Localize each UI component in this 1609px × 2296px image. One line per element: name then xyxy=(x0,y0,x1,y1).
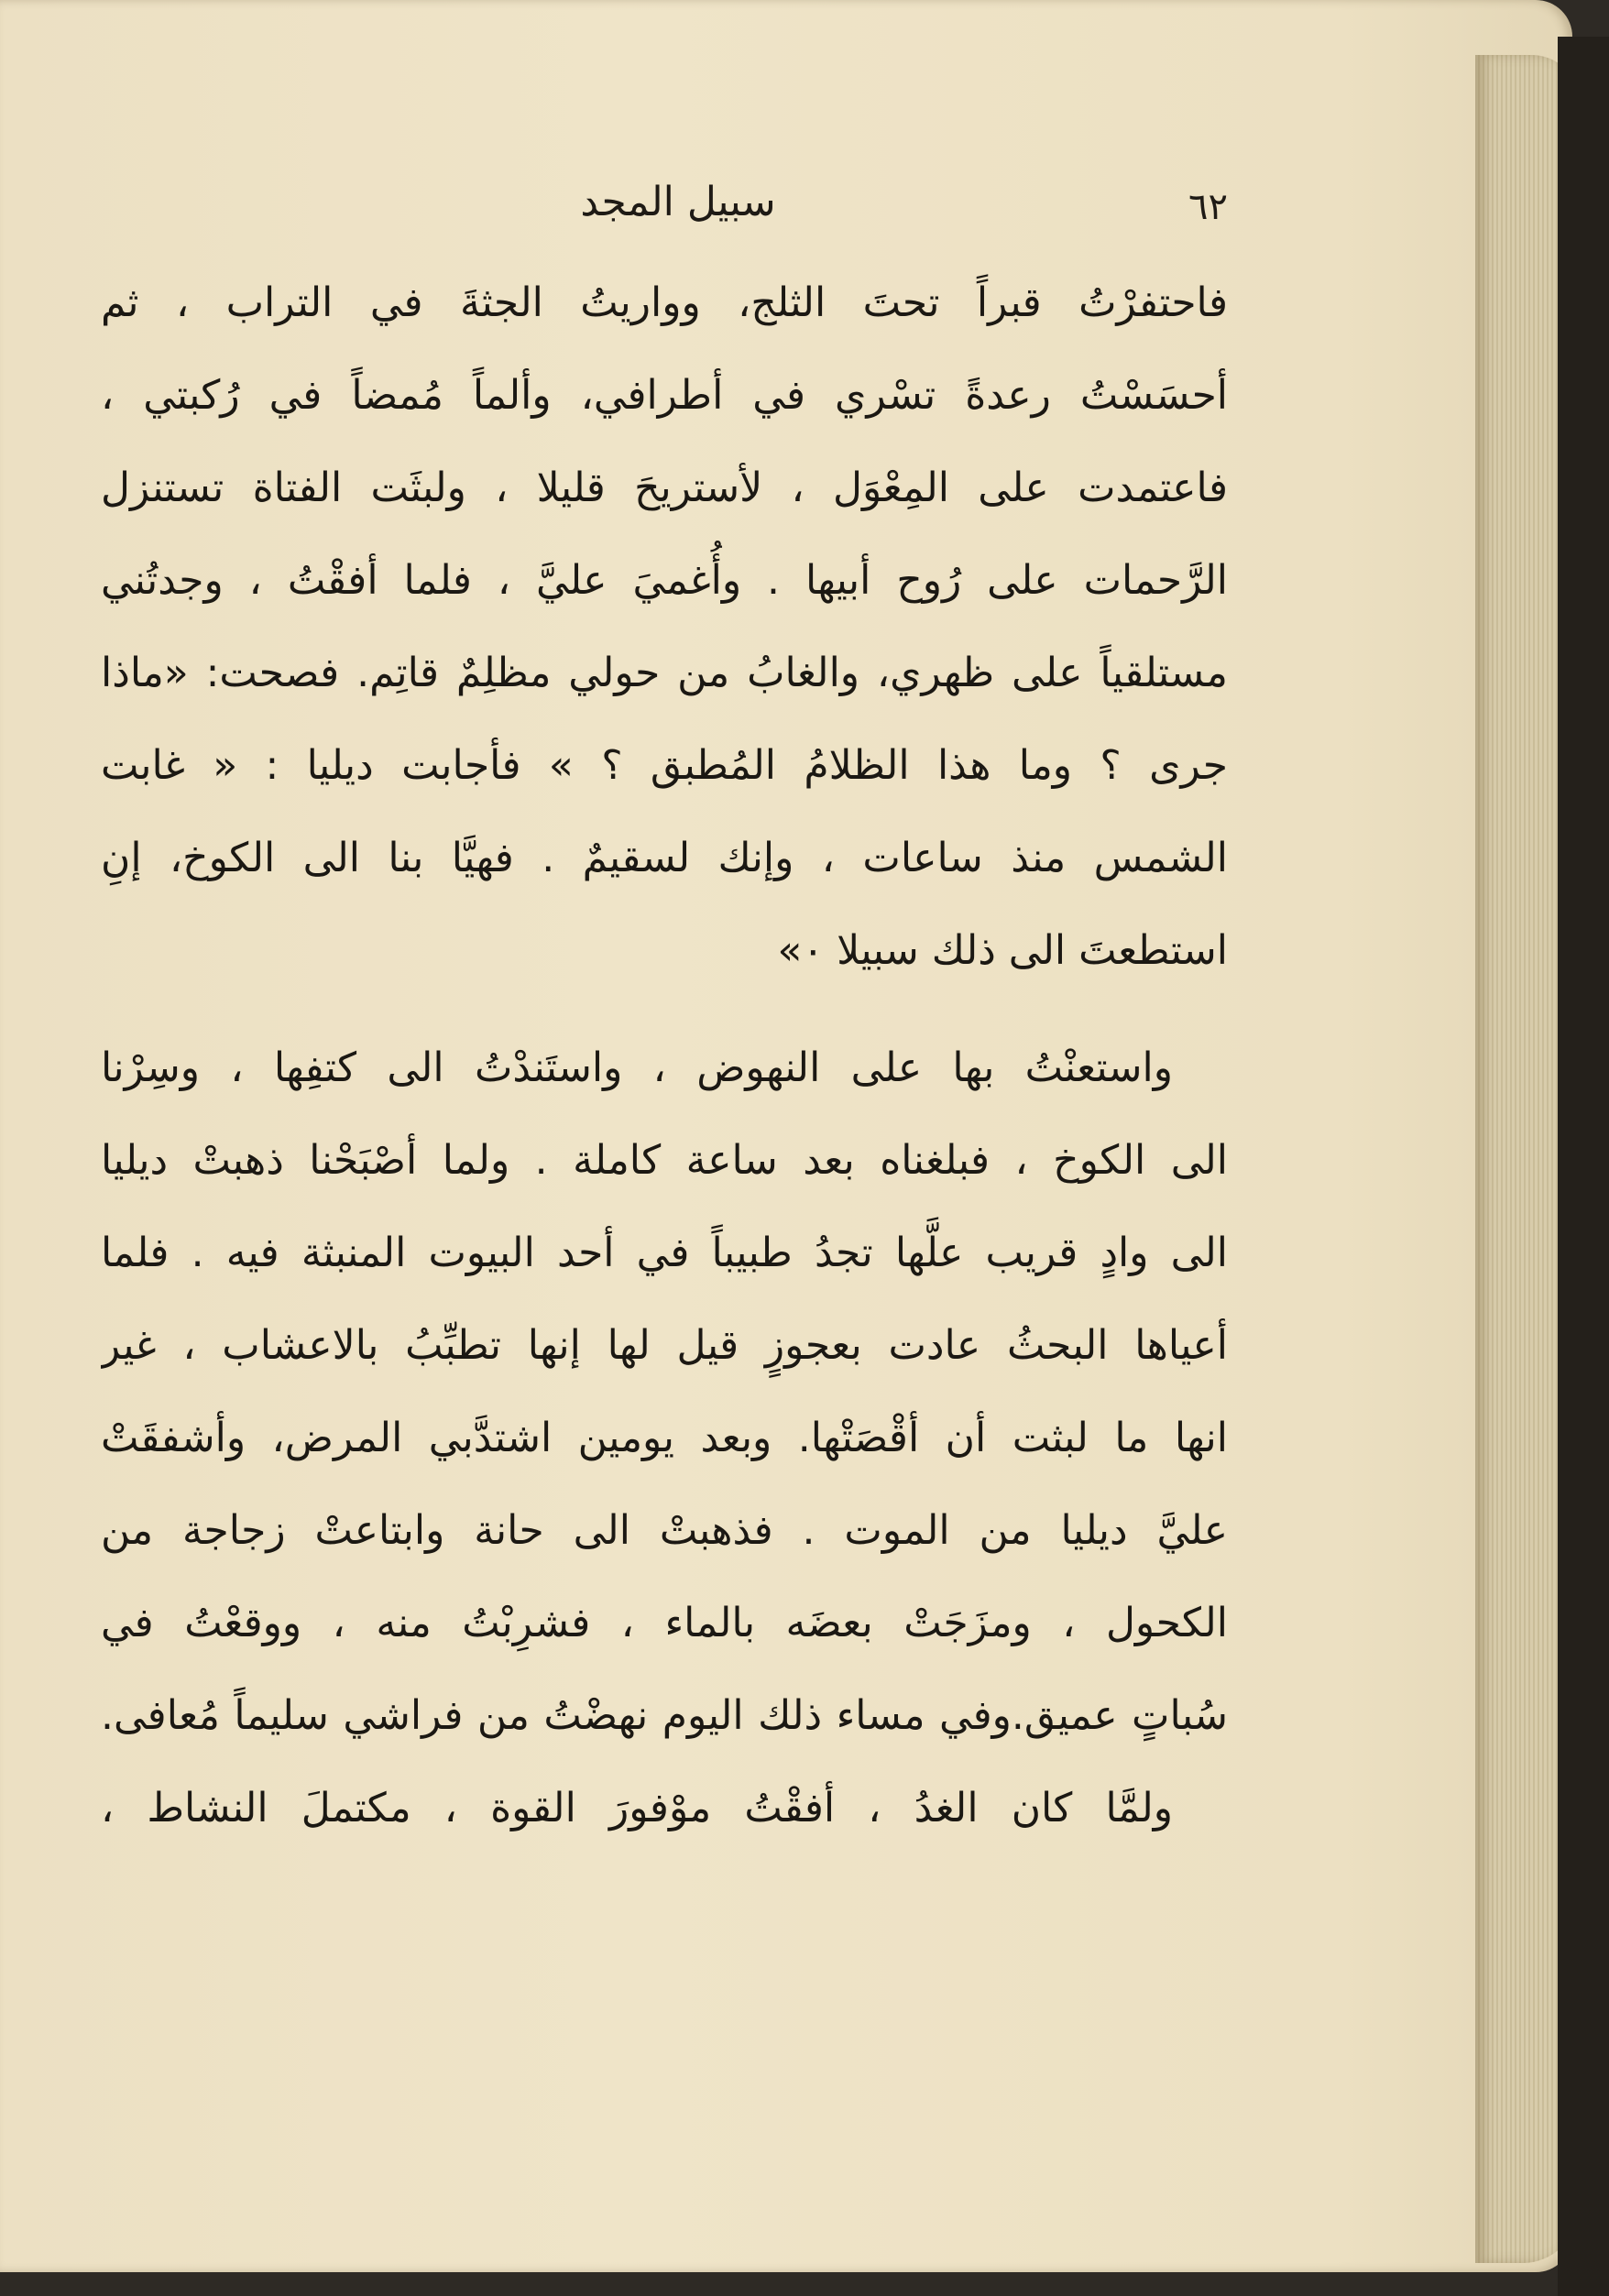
text-line: جرى ؟ وما هذا الظلامُ المُطبق ؟ » فأجابت ديليا : « غابت xyxy=(101,742,1228,789)
text-line: ولمَّا كان الغدُ ، أفقْتُ موْفورَ القوة ، مكتملَ النشاط ، xyxy=(101,1785,1173,1831)
text-line: الرَّحمات على رُوح أبيها . وأُغميَ عليَّ ، فلما أفقْتُ ، وجدتُني xyxy=(101,557,1228,604)
paragraph-2 xyxy=(101,1022,1228,1762)
text-line: فاعتمدت على المِعْوَل ، لأستريحَ قليلا ، ولبثَت الفتاة تستنزل xyxy=(101,465,1228,511)
text-line: الى الكوخ ، فبلغناه بعد ساعة كاملة . ولما أصْبَحْنا ذهبتْ ديليا xyxy=(101,1137,1228,1184)
text-line: فاحتفرْتُ قبراً تحتَ الثلج، وواريتُ الجثةَ في التراب ، ثم xyxy=(101,279,1228,326)
paragraph-1 xyxy=(101,257,1228,997)
text-line: سُباتٍ عميق.وفي مساء ذلك اليوم نهضْتُ من فراشي سليماً مُعافى. xyxy=(101,1692,1228,1739)
body-text xyxy=(101,257,1228,1854)
text-line: أحسَسْتُ رعدةً تسْري في أطرافي، وألماً مُمضاً في رُكبتي ، xyxy=(101,372,1228,419)
page-header xyxy=(101,179,1228,243)
text-line: عليَّ ديليا من الموت . فذهبتْ الى حانة وابتاعتْ زجاجة من xyxy=(101,1507,1228,1554)
page-number: ٦٢ xyxy=(1188,186,1228,228)
text-line: الى وادٍ قريب علَّها تجدُ طبيباً في أحد البيوت المنبثة فيه . فلما xyxy=(101,1230,1228,1276)
text-line: انها ما لبثت أن أقْصَتْها. وبعد يومين اشتدَّبي المرض، وأشفقَتْ xyxy=(101,1415,1228,1461)
text-line: أعياها البحثُ عادت بعجوزٍ قيل لها إنها تطبِّبُ بالاعشاب ، غير xyxy=(101,1322,1228,1369)
text-line: مستلقياً على ظهري، والغابُ من حولي مظلِمٌ قاتِم. فصحت: «ماذا xyxy=(101,650,1228,696)
text-line: الكحول ، ومزَجَتْ بعضَه بالماء ، فشرِبْتُ منه ، ووقعْتُ في xyxy=(101,1600,1228,1646)
paragraph-gap xyxy=(101,997,1228,1022)
text-line: الشمس منذ ساعات ، وإنك لسقيمٌ . فهيَّا بنا الى الكوخ، إنِ xyxy=(101,835,1228,881)
text-line: استطعتَ الى ذلك سبيلا ٠» xyxy=(777,927,1228,974)
background-edge xyxy=(1558,37,1609,2296)
paragraph-3 xyxy=(101,1762,1228,1854)
running-title: سبيل المجد xyxy=(580,179,776,225)
text-line: واستعنْتُ بها على النهوض ، واستَندْتُ الى كتفِها ، وسِرْنا xyxy=(101,1044,1173,1091)
